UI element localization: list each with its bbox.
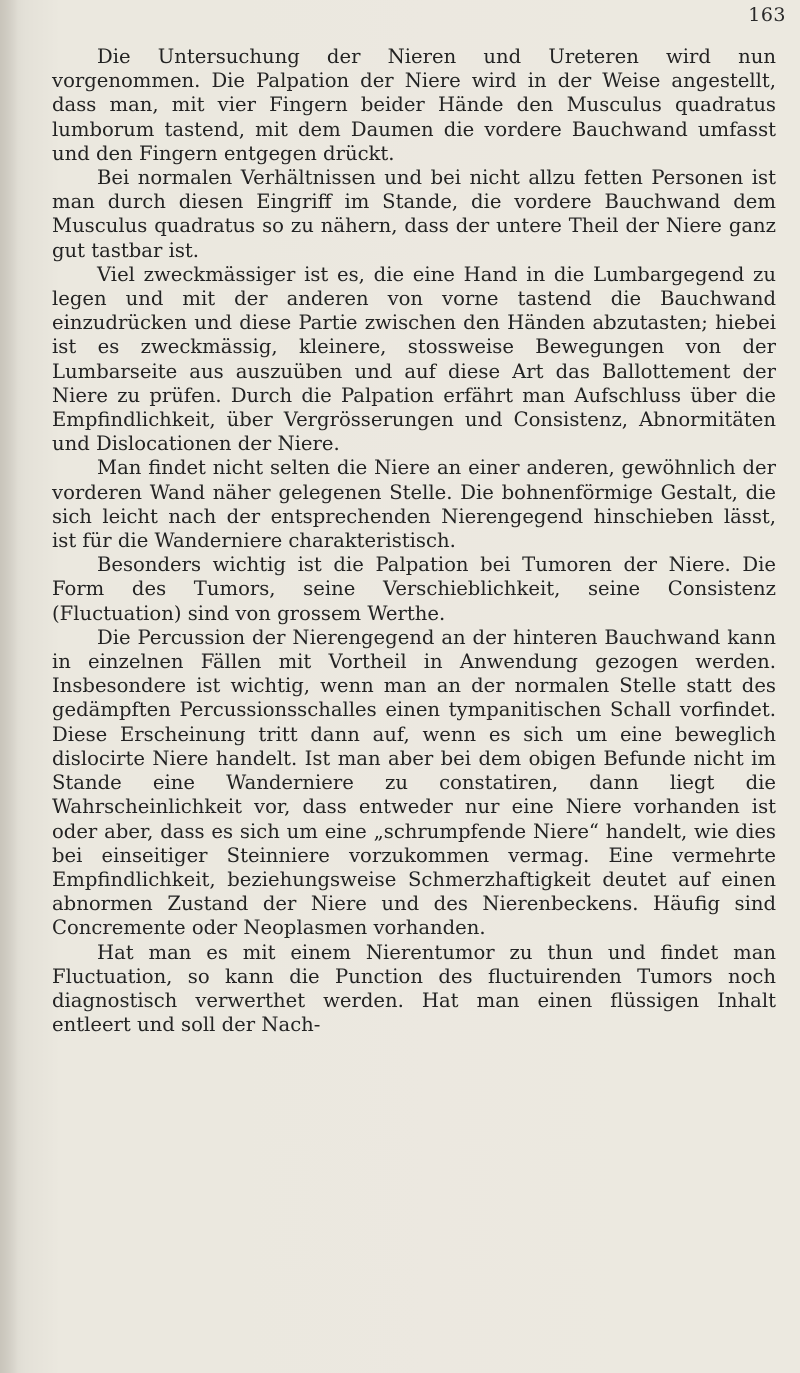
- paragraph-2: Bei normalen Verhältnissen und bei nicht allzu fetten Personen ist man durch diesen Eingriff im Stande, die vordere Bauchwand dem Musculus quadratus so zu nähern, dass der untere Theil der Niere ganz gut tastbar ist.: [52, 166, 776, 262]
- paragraph-7: Hat man es mit einem Nierentumor zu thun und findet man Fluctuation, so kann die Punction des fluctuirenden Tumors noch diagnostisch verwerthet werden. Hat man einen flüssigen Inhalt entleert und soll der Nach-: [52, 940, 776, 1037]
- paragraph-6: Die Percussion der Nierengegend an der hinteren Bauchwand kann in einzelnen Fällen mit Vortheil in Anwendung gezogen werden. Insbesondere ist wichtig, wenn man an der normalen Stelle statt des gedämpften Percussionsschalles einen tympanitischen Schall vorfindet. Diese Erscheinung tritt dann auf, wenn es sich um eine beweglich dislocirte Niere handelt. Ist man aber bei dem obigen Befunde nicht im Stande eine Wanderniere zu constatiren, dann liegt die Wahrscheinlichkeit vor, dass entweder nur eine Niere vorhanden ist oder aber, dass es sich um eine „schrumpfende Niere“ handelt, wie dies bei einseitiger Steinniere vorzukommen vermag. Eine vermehrte Empfindlichkeit, beziehungsweise Schmerzhaftigkeit deutet auf einen abnormen Zustand der Niere und des Nierenbeckens. Häufig sind Concremente oder Neoplasmen vorhanden.: [52, 625, 776, 940]
- paragraph-1: Die Untersuchung der Nieren und Ureteren wird nun vorgenommen. Die Palpation der Niere wird in der Weise angestellt, dass man, mit vier Fingern beider Hände den Musculus quadratus lumborum tastend, mit dem Daumen die vordere Bauchwand umfasst und den Fingern entgegen drückt.: [52, 45, 776, 165]
- paragraph-3: Viel zweckmässiger ist es, die eine Hand in die Lumbargegend zu legen und mit der anderen von vorne tastend die Bauchwand einzudrücken und diese Partie zwischen den Händen abzutasten; hiebei ist es zweckmässig, kleinere, stossweise Bewegungen von der Lumbarseite aus auszuüben und auf diese Art das Ballottement der Niere zu prüfen. Durch die Palpation erfährt man Aufschluss über die Empfindlichkeit, über Vergrösserungen und Consistenz, Abnormitäten und Dislocationen der Niere.: [52, 262, 776, 456]
- page-number: 163: [748, 4, 786, 26]
- body-text: [52, 45, 776, 1037]
- paragraph-4: Man findet nicht selten die Niere an einer anderen, gewöhnlich der vorderen Wand näher gelegenen Stelle. Die bohnenförmige Gestalt, die sich leicht nach der entsprechenden Nierengegend hinschieben lässt, ist für die Wanderniere charakteristisch.: [52, 456, 776, 553]
- page-gutter-shadow: [0, 0, 18, 1373]
- paragraph-5: Besonders wichtig ist die Palpation bei Tumoren der Niere. Die Form des Tumors, seine Verschieblichkeit, seine Consistenz (Fluctuation) sind von grossem Werthe.: [52, 553, 776, 625]
